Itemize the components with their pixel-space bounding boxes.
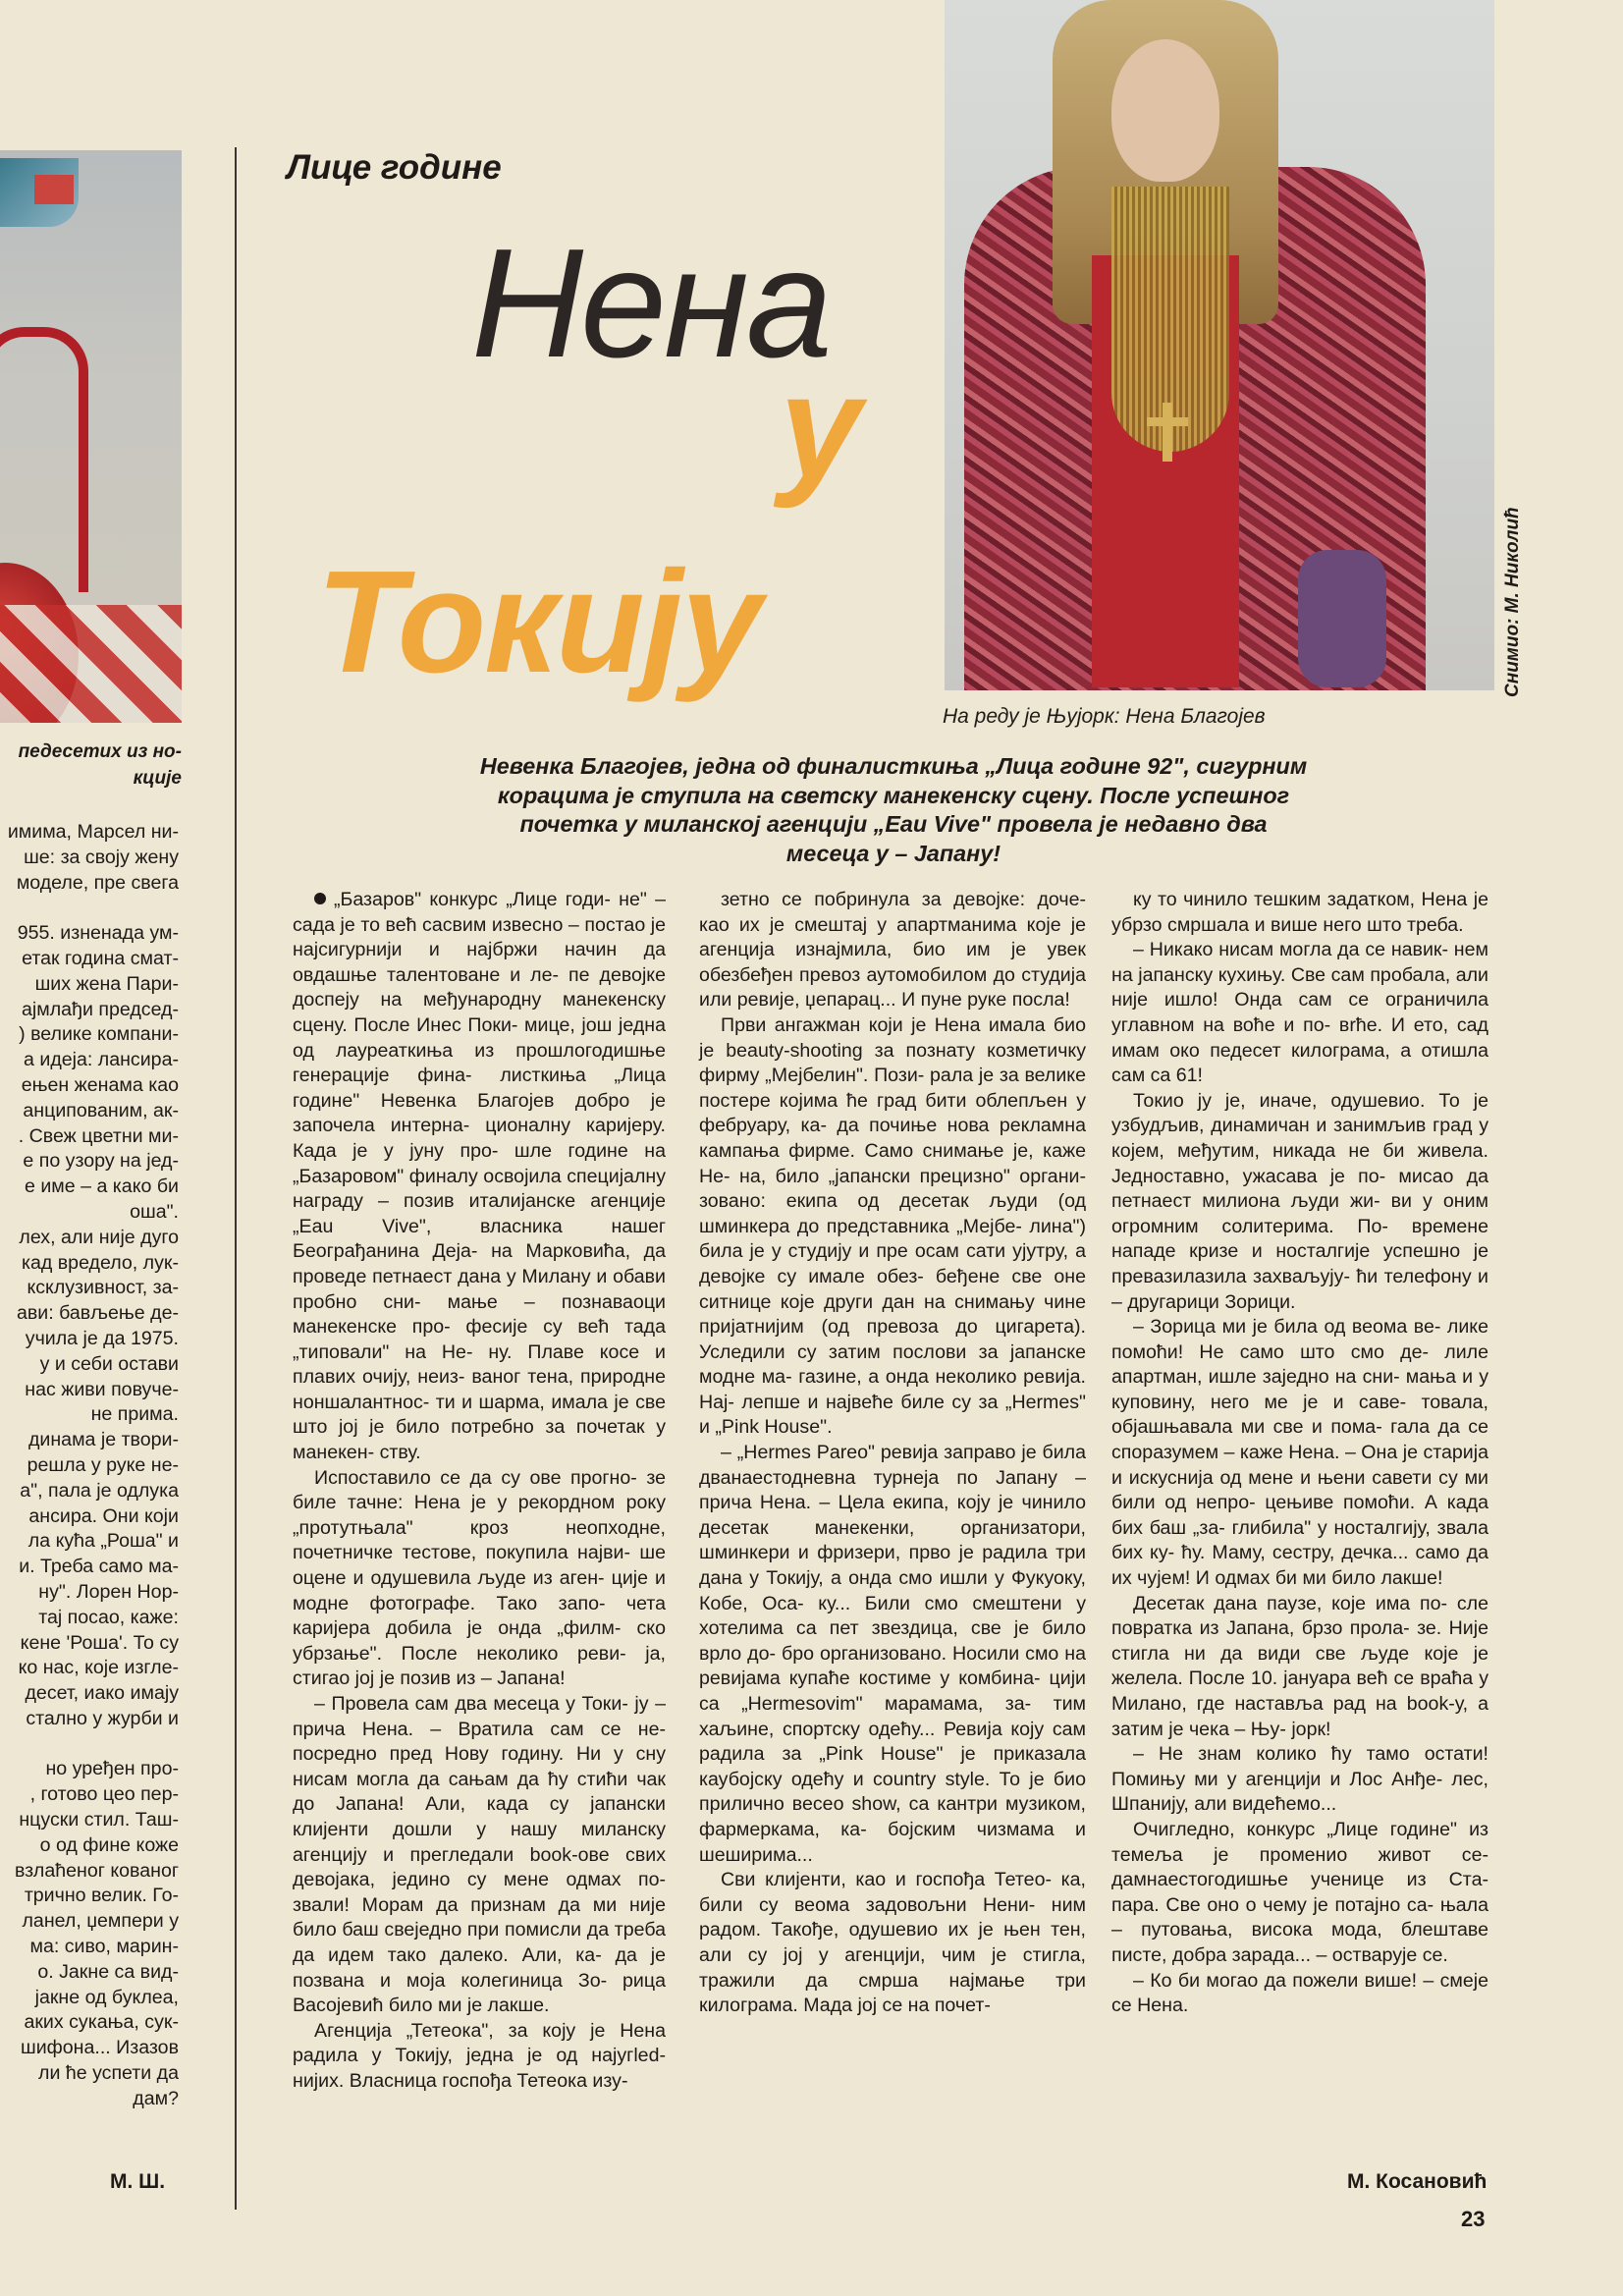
previous-article-line: а", пала је одлука [20,1479,179,1502]
previous-article-line: ланел, џемпери у [22,1910,179,1933]
previous-article-line: ави: бављење де- [17,1302,179,1325]
article-paragraph: Агенција „Тетеока", за коју је Нена радила у Токију, једна је од најугled- нијих. Власница госпођа Тетеока изу- [293,2019,666,2092]
article-paragraph: зетно се побринула за девојке: доче- као их је смештај у апартманима које је агенција изнајмила, био им је увек обезбеђен превоз аутомобилом до студија или ревије, џепарац... И пуне руке посла! [699,889,1086,1011]
previous-article-line: анципованим, ак- [23,1099,179,1121]
previous-article-line: ла кућа „Роша" и [27,1530,179,1553]
article-paragraph: – Не знам колико ћу тамо остати! Помињу ми у агенцији и Лос Анђе- лес, Шпанију, али видећемо... [1111,1743,1488,1816]
article-paragraph: – „Hermes Pareo" ревија заправо је била дванаестодневна турнеја по Јапану – прича Нена. – Цела екипа, коју је чинило десетак манекенки, организатори, шминкери и фризери, прво је радила три дана у Токију, а онда смо ишли у Фукуоку, Кобе, Оса- ку... Били смо смештени у хотелима са пет звездица, све је било врло до- бро организовано. Носили смо на ревијама купаће костиме у комбина- цији са „Hermesovim" марамама, за- тим хаљине, спортску одећу... Ревија коју сам радила за „Pink House" је приказала каубојску одећу и country style. То је био прилично весео show, са кантри музиком, фармеркама, ка- бојским чизмама и шеширима... [699,1442,1086,1866]
previous-article-line: а идеја: лансира- [24,1049,179,1071]
author-signature: М. Косановић [1347,2170,1488,2193]
previous-article-line: шифона... Изазов [21,2037,179,2059]
article-paragraph: Очигледно, конкурс „Лице године" из темеља је променио живот се- дамнаестогодишње ученице из Ста- пара. Све оно о чему је потајно са- њала – путовања, висока мода, блештаве писте, добра зарада... – остварује се. [1111,1818,1488,1966]
section-rubric: Лице године [287,148,502,187]
previous-article-line: лех, али није дуго [19,1226,179,1248]
previous-article-line: о. Јакне са вид- [37,1960,179,1983]
previous-article-line: динама је твори- [27,1429,179,1451]
article-column-1 [293,888,666,2095]
previous-article-line: ајмлађи председ- [22,998,179,1020]
previous-article-line: 955. изненада ум- [17,922,179,945]
page-number: 23 [1461,2207,1486,2231]
previous-article-line: не прима. [90,1403,179,1426]
bullet-icon [314,893,326,904]
previous-article-line: ењен женама као [21,1073,179,1096]
previous-article-line: учила је да 1975. [25,1327,179,1349]
article-column-3 [1111,888,1488,2019]
previous-article-line: трично велик. Го- [24,1885,179,1907]
previous-article-line: моделе, пре свега [16,871,179,894]
lead-paragraph: Невенка Благојев, једна од финалисткиња „Лица године 92", сигурним корацима је ступила на светску манекенску сцену. После успешног почетка у миланској агенцији „Eau Vive" провела је недавно два месеца у – Јапану! [479,753,1308,866]
previous-article-line: аких сукања, сук- [24,2011,179,2034]
previous-article-line: стално у журби и [26,1707,179,1729]
article-paragraph [293,888,666,1466]
previous-article-line: о од фине коже [39,1833,179,1856]
article-paragraph: Токио ју је, иначе, одушевио. То је узбудљив, динамичан и занимљив град у којем, међутим, никада не би живела. Једноставно, ужасава је по- мисао да петнаест милиона људи жи- ви у оним огромним солитерима. По- времене нападе кризе и носталгије успешно је превазилазила захваљују- ћи телефону и – другарици Зорици. [1111,1089,1488,1313]
previous-article-line: ма: сиво, марин- [29,1936,179,1958]
previous-article-line: оша". [130,1200,179,1223]
previous-article-signature: М. Ш. [110,2170,166,2193]
previous-article-caption: педесетих из но- кције [18,741,182,789]
previous-article-line: е име – а како би [25,1175,179,1198]
article-paragraph: – Ко би могао да пожели више! – смеје се Нена. [1111,1969,1488,2017]
article-paragraph: Сви клијенти, као и госпођа Тетео- ка, били су веома задовољни Нени- ним радом. Такође, одушевио их је њен тен, али су јој у агенцији, чим је стигла, тражили да смрша најмање три килограма. Мада јој се на почет- [699,1869,1086,2017]
previous-article-line: нас живи повуче- [25,1378,179,1400]
previous-article-line: решла у руке не- [27,1453,179,1476]
article-paragraph: Десетак дана паузе, које има по- сле повратка из Јапана, брзо прола- зе. Није стигла ни да види све људе које је желела. После 10. јануара већ се враћа у Милано, где наставља рад на book-у, а затим је чека – Њу- јорк! [1111,1592,1488,1740]
previous-article-text [0,820,179,2112]
column-divider [235,147,237,2210]
previous-article-line: взлаћеног кованог [14,1859,179,1882]
previous-article-line: јакне од буклеа, [34,1986,179,2008]
previous-article-line: . Свеж цветни ми- [18,1124,179,1147]
previous-article-line [0,1732,179,1758]
previous-article-line [0,896,179,921]
previous-article-line: кад вредело, лук- [22,1251,179,1274]
article-paragraph: – Провела сам два месеца у Токи- ју – прича Нена. – Вратила сам се не- посредно пред Нову годину. Ни у сну нисам могла да сањам да ћу стићи чак до Јапана! Али, када су јапански клијенти дошли у нашу миланску агенцију и прегледали book-ове свих девојака, једино су мене одмах по- звали! Морам да признам да ми није било баш свеједно при помисли да треба да идем тако далеко. Али, ка- да је позвана и моја колегиница Зо- рица Васојевић било ми је лакше. [293,1693,666,2017]
article-column-2 [699,888,1086,2019]
previous-article-line: ко нас, које изгле- [18,1657,179,1679]
headline-line-1: Нена [471,217,830,390]
previous-article-line: имима, Марсел ни- [7,821,179,843]
previous-article-line: нцуски стил. Таш- [19,1809,179,1831]
headline-line-3: Токију [316,541,761,703]
previous-article-photo [0,150,182,723]
previous-article-line: ли ће успети да [38,2062,179,2085]
paragraph-text: „Базаров" конкурс „Лице годи- не" – сада је то већ сасвим извесно – постао је најсигурнији и најбржи начин да овдашње талентоване и ле- пе девојке доспеју на међународну манекенску сцену. После Инес Поки- мице, још једна од лауреаткиња из прошлогодишње генерације фина- листкиња „Лица године" Невенка Благојев добро је започела интерна- ционалну каријеру. Када је у јуну про- шле године на „Базаровом" финалу освојила специјалну награду – позив италијанске агенције „Eau Vive", власника нашег Београђанина Деја- на Марковића, да проведе петнаест дана у Милану и обави пробно сни- мање – познаваоци манекенске про- фесије су већ тада „типовали" на Не- ну. Плаве косе и плавих очију, неиз- ваног тена, природне ноншалантнос- ти и шарма, имала је све што јој је било потребно за почетак у манекен- ству. [293,889,666,1464]
article-paragraph: Испоставило се да су ове прогно- зе биле тачне: Нена је у рекордном року „протутњала" кроз неопходне, почетничке тестове, покупила најви- ше оцене и одушевила људе из аген- ције и модне фотографе. Тако запо- чета каријера добила је онда „филм- ско убрзање". После неколико реви- ја, стигао јој је позив из – Јапана! [293,1466,666,1690]
previous-article-line: кене 'Роша'. То су [20,1631,179,1654]
previous-article-line: е по узору на јед- [23,1150,179,1173]
previous-article-line: у и себи остави [39,1352,179,1375]
previous-article-line: ) велике компани- [19,1023,179,1046]
article-paragraph: Први ангажман који је Нена имала био је beauty-shooting за познату козметичку фирму „Мејбелин". Пози- рала је за велике постере којима ће град бити облепљен у фебруару, ка- да почиње нова рекламна кампања фирме. Само снимање је, каже Не- на, било „јапански прецизно" органи- зовано: екипа од десетак људи (од шминкера до представника „Мејбе- лина") била је у студију и пре осам сати ујутру, а девојке су имале обез- беђене све оне ситнице које други дан на снимању чине пријатнијим (од превоза до цигарета). Уследили су затим послови за јапанске модне ма- газине, а онда неколико ревија. Нај- лепше и највеће биле су за „Hermes" и „Pink House". [699,1013,1086,1439]
main-photo [945,0,1494,690]
photo-caption: На реду је Њујорк: Нена Благојев [943,705,1266,728]
previous-article-line: ших жена Пари- [34,972,179,995]
previous-article-line: тај посао, каже: [38,1606,179,1628]
photo-credit: Снимио: М. Николић [1502,507,1523,697]
previous-article-line: ше: за своју жену [24,846,179,868]
previous-article-line: етак година смат- [22,947,179,969]
previous-article-line: дам? [133,2087,179,2109]
previous-article-line: но уређен про- [45,1758,179,1780]
previous-article-line: ансира. Они који [28,1504,179,1527]
article-paragraph: ку то чинило тешким задатком, Нена је убрзо смршала и више него што треба. [1111,889,1488,936]
previous-article-line: , готово цео пер- [29,1783,179,1806]
headline-line-2: у [780,344,862,509]
previous-article-line: ксклузивност, за- [27,1277,179,1299]
previous-article-line: ну". Лорен Нор- [38,1580,179,1603]
previous-article-line: и. Треба само ма- [19,1556,179,1578]
previous-article-line: десет, иако имају [25,1682,179,1705]
article-paragraph: – Зорица ми је била од веома ве- лике помоћи! Не само што смо де- лиле апартман, ишле заједно на сни- мања и у куповину, него ме је и саве- товала, објашњавала ми све и пома- гала да се споразумем – каже Нена. – Она је старија и искуснија од мене и њени савети су ми били од непро- цењиве помоћи. А када бих баш „за- глибила" у носталгију, звала бих ку- ћу. Маму, сестру, дечка... само да их чујем! И одмах би ми било лакше! [1111,1316,1488,1590]
article-paragraph: – Никако нисам могла да се навик- нем на јапанску кухињу. Све сам пробала, али није ишло! Онда сам се ограничила углавном на воће и по- вrће. И ето, сад имам око педесет килограма, а отишла сам са 61! [1111,939,1488,1087]
